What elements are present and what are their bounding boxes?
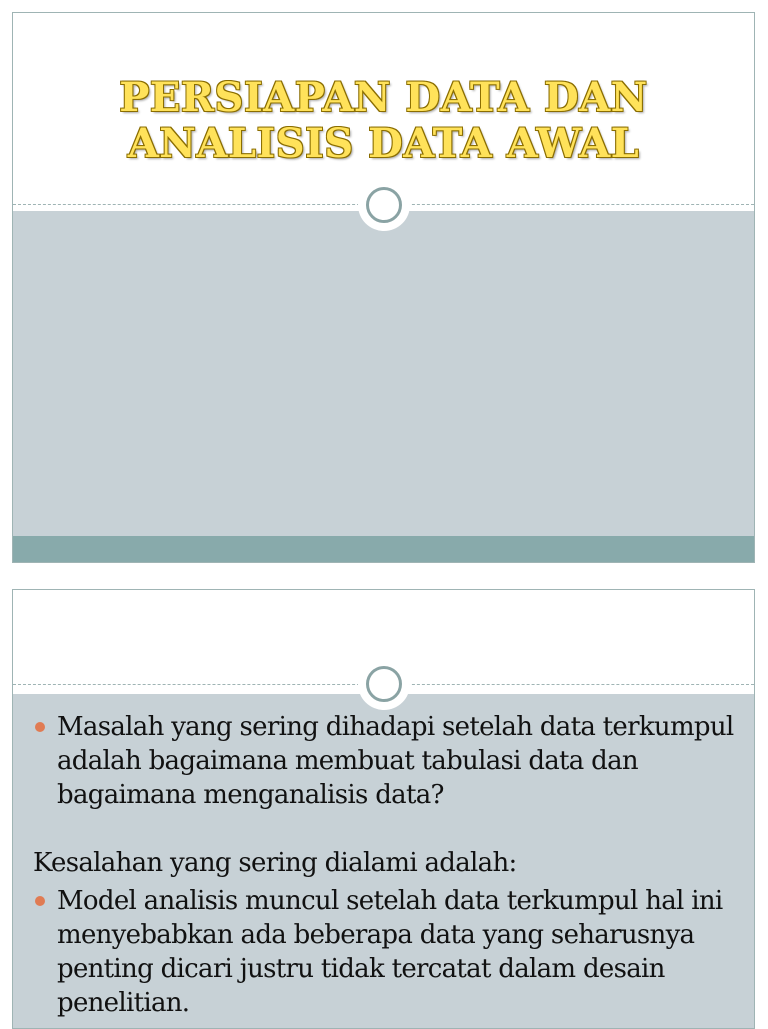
bullet-item — [33, 710, 734, 812]
slide-body — [33, 710, 734, 1020]
slide-1 — [12, 12, 755, 563]
slide-2 — [12, 589, 755, 1029]
title-line-1: PERSIAPAN DATA DAN — [119, 74, 648, 121]
ring-ornament-icon — [358, 658, 410, 710]
bullet-dot-icon — [35, 722, 45, 732]
footer-bar — [13, 536, 754, 562]
bullet-text: Model analisis muncul setelah data terkumpul hal ini menyebabkan ada beberapa data yang seharusnya penting dicari justru tidak tercatat dalam desain penelitian. — [57, 886, 723, 1018]
bullet-item — [33, 884, 734, 1020]
title-line-2: ANALISIS DATA AWAL — [127, 120, 640, 167]
slide-1-content-area — [13, 211, 754, 562]
bullet-dot-icon — [35, 896, 45, 906]
ring-ornament-icon — [358, 179, 410, 231]
body-line: Kesalahan yang sering dialami adalah: — [33, 848, 517, 878]
bullet-text: Masalah yang sering dihadapi setelah data terkumpul adalah bagaimana membuat tabulasi data dan bagaimana menganalisis data? — [57, 712, 734, 810]
slide-title — [13, 75, 754, 167]
